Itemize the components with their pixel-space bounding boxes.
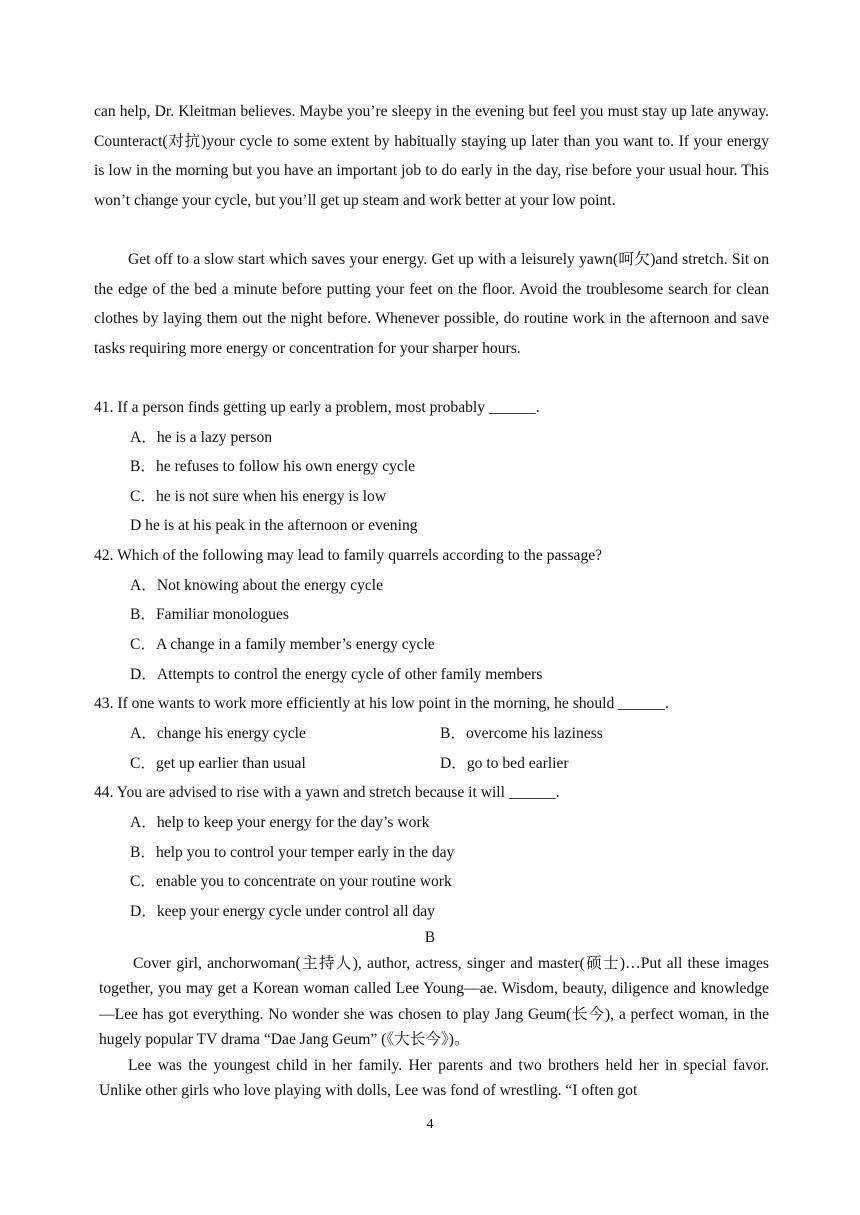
question-43-option-b: B．overcome his laziness [440,725,603,742]
question-44-option-c: C．enable you to concentrate on your routine work [130,873,452,890]
question-43-option-a: A．change his energy cycle [130,725,306,742]
question-41-option-c: C．he is not sure when his energy is low [130,488,387,505]
question-41-option-a: A．he is a lazy person [130,429,273,446]
question-41-stem: 41. If a person finds getting up early a problem, most probably ______. [94,399,540,416]
question-41-option-d: D he is at his peak in the afternoon or evening [130,517,418,534]
page-number: 4 [426,1117,434,1132]
passage-b-paragraph-1: Cover girl, anchorwoman(主持人), author, actress, singer and master(硕士)…Put all these images together, you may get a Korean woman called Lee Young—ae. Wisdom, beauty, diligence and knowledge—Lee has got everything. No wonder she was chosen to play Jang Geum(长今), a perfect woman, in the hugely popular TV drama “Dae Jang Geum” (《大长今》)。 [99,955,769,1048]
question-43-option-d: D．go to bed earlier [440,755,569,772]
question-43-option-c: C．get up earlier than usual [130,755,306,772]
question-44-option-b: B．help you to control your temper early in the day [130,844,455,861]
question-44-stem: 44. You are advised to rise with a yawn and stretch because it will ______. [94,784,560,801]
question-44-option-a: A．help to keep your energy for the day’s work [130,814,430,831]
passage-a-paragraph-2: Get off to a slow start which saves your energy. Get up with a leisurely yawn(呵欠)and stretch. Sit on the edge of the bed a minute before putting your feet on the floor. Avoid the troublesome search for clean clothes by laying them out the night before. Whenever possible, do routine work in the afternoon and save tasks requiring more energy or concentration for your sharper hours. [94,251,769,357]
question-41-option-b: B．he refuses to follow his own energy cycle [130,458,416,475]
passage-a-paragraph-1: can help, Dr. Kleitman believes. Maybe you’re sleepy in the evening but feel you must stay up late anyway. Counteract(对抗)your cycle to some extent by habitually staying up later than you want to. If your energy is low in the morning but you have an important job to do early in the day, rise before your usual hour. This won’t change your cycle, but you’ll get up steam and work better at your low point. [94,103,769,209]
question-42-option-d: D．Attempts to control the energy cycle of other family members [130,666,543,683]
question-42-option-a: A．Not knowing about the energy cycle [130,577,384,594]
question-43-stem: 43. If one wants to work more efficiently at his low point in the morning, he should ______. [94,695,669,712]
question-42-stem: 42. Which of the following may lead to family quarrels according to the passage? [94,547,603,564]
passage-b-paragraph-2: Lee was the youngest child in her family. Her parents and two brothers held her in special favor. Unlike other girls who love playing with dolls, Lee was fond of wrestling. “I often got [99,1057,769,1100]
question-42-option-b: B．Familiar monologues [130,606,289,623]
question-42-option-c: C．A change in a family member’s energy cycle [130,636,435,653]
section-b-heading: B [424,929,436,946]
question-44-option-d: D．keep your energy cycle under control all day [130,903,435,920]
